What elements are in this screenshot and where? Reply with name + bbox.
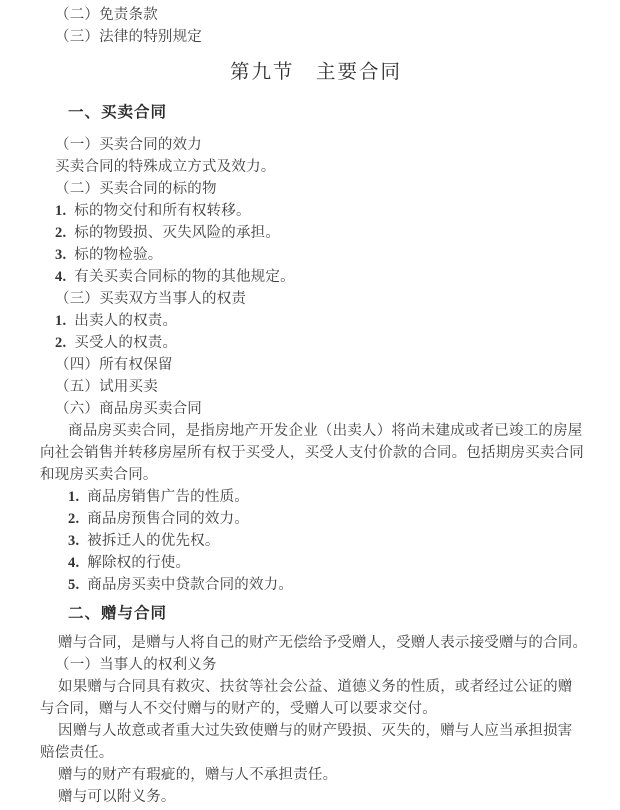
- item-text: 商品房买卖中贷款合同的效力。: [87, 577, 294, 593]
- paragraph-line: 赠与可以附义务。: [58, 789, 176, 805]
- item-text: 标的物交付和所有权转移。: [74, 203, 251, 219]
- heading-gift-contract: 二、赠与合同: [68, 605, 168, 622]
- numbered-item: [40, 508, 592, 530]
- paragraph-line: 如果赠与合同具有救灾、扶贫等社会公益、道德义务的性质，或者经过公证的赠: [58, 679, 573, 695]
- item-number: 2.: [55, 225, 67, 241]
- item-text: 有关买卖合同标的物的其他规定。: [74, 269, 295, 285]
- paragraph-line: 向社会销售并转移房屋所有权于买受人，买受人支付价款的合同。包括期房买卖合同: [40, 445, 584, 461]
- heading-sales-contract: 一、买卖合同: [68, 104, 168, 121]
- subheading: （一）当事人的权利义务: [55, 657, 217, 673]
- numbered-item: [40, 332, 592, 354]
- paragraph-line: 商品房买卖合同，是指房地产开发企业（出卖人）将尚未建成或者已竣工的房屋: [68, 423, 583, 439]
- numbered-item: [40, 200, 592, 222]
- item-text: 商品房预售合同的效力。: [87, 511, 249, 527]
- numbered-item: [40, 530, 592, 552]
- paragraph-line: 和现房买卖合同。: [40, 467, 158, 483]
- item-number: 1.: [55, 203, 67, 219]
- item-text: 出卖人的权责。: [74, 313, 178, 329]
- subheading: （四）所有权保留: [55, 357, 173, 373]
- item-text: 标的物检验。: [74, 247, 163, 263]
- subheading: （三）买卖双方当事人的权责: [55, 291, 247, 307]
- item-text: 被拆迁人的优先权。: [87, 533, 220, 549]
- numbered-item: [40, 486, 592, 508]
- numbered-item: [40, 244, 592, 266]
- carryover-list-item: （二）免责条款: [55, 7, 158, 23]
- text-line: 买卖合同的特殊成立方式及效力。: [55, 159, 276, 175]
- section-gift-contract: [40, 632, 592, 808]
- section-sales-contract: [40, 134, 592, 596]
- page-title: 第九节 主要合同: [229, 62, 402, 83]
- item-number: 3.: [55, 247, 67, 263]
- subheading: （六）商品房买卖合同: [55, 401, 202, 417]
- item-number: 5.: [68, 577, 80, 593]
- item-text: 商品房销售广告的性质。: [87, 489, 249, 505]
- carryover-list-item: （三）法律的特别规定: [55, 29, 202, 45]
- subheading: （二）买卖合同的标的物: [55, 181, 217, 197]
- paragraph-line: 赠与的财产有瑕疵的，赠与人不承担责任。: [58, 767, 338, 783]
- paragraph-line: 与合同，赠与人不交付赠与的财产的，受赠人可以要求交付。: [40, 701, 437, 717]
- paragraph-line: 因赠与人故意或者重大过失致使赠与的财产毁损、灭失的，赠与人应当承担损害: [58, 723, 573, 739]
- item-number: 2.: [68, 511, 80, 527]
- item-text: 买受人的权责。: [74, 335, 178, 351]
- numbered-item: [40, 552, 592, 574]
- item-number: 3.: [68, 533, 80, 549]
- item-number: 4.: [68, 555, 80, 571]
- item-text: 解除权的行使。: [87, 555, 191, 571]
- numbered-item: [40, 310, 592, 332]
- item-number: 1.: [55, 313, 67, 329]
- item-number: 4.: [55, 269, 67, 285]
- numbered-item: [40, 266, 592, 288]
- subheading: （一）买卖合同的效力: [55, 137, 202, 153]
- item-number: 1.: [68, 489, 80, 505]
- numbered-item: [40, 222, 592, 244]
- paragraph-line: 赔偿责任。: [40, 745, 114, 761]
- numbered-item: [40, 574, 592, 596]
- item-text: 标的物毁损、灭失风险的承担。: [74, 225, 281, 241]
- subheading: （五）试用买卖: [55, 379, 158, 395]
- item-number: 2.: [55, 335, 67, 351]
- paragraph-line: 赠与合同，是赠与人将自己的财产无偿给予受赠人，受赠人表示接受赠与的合同。: [58, 635, 588, 651]
